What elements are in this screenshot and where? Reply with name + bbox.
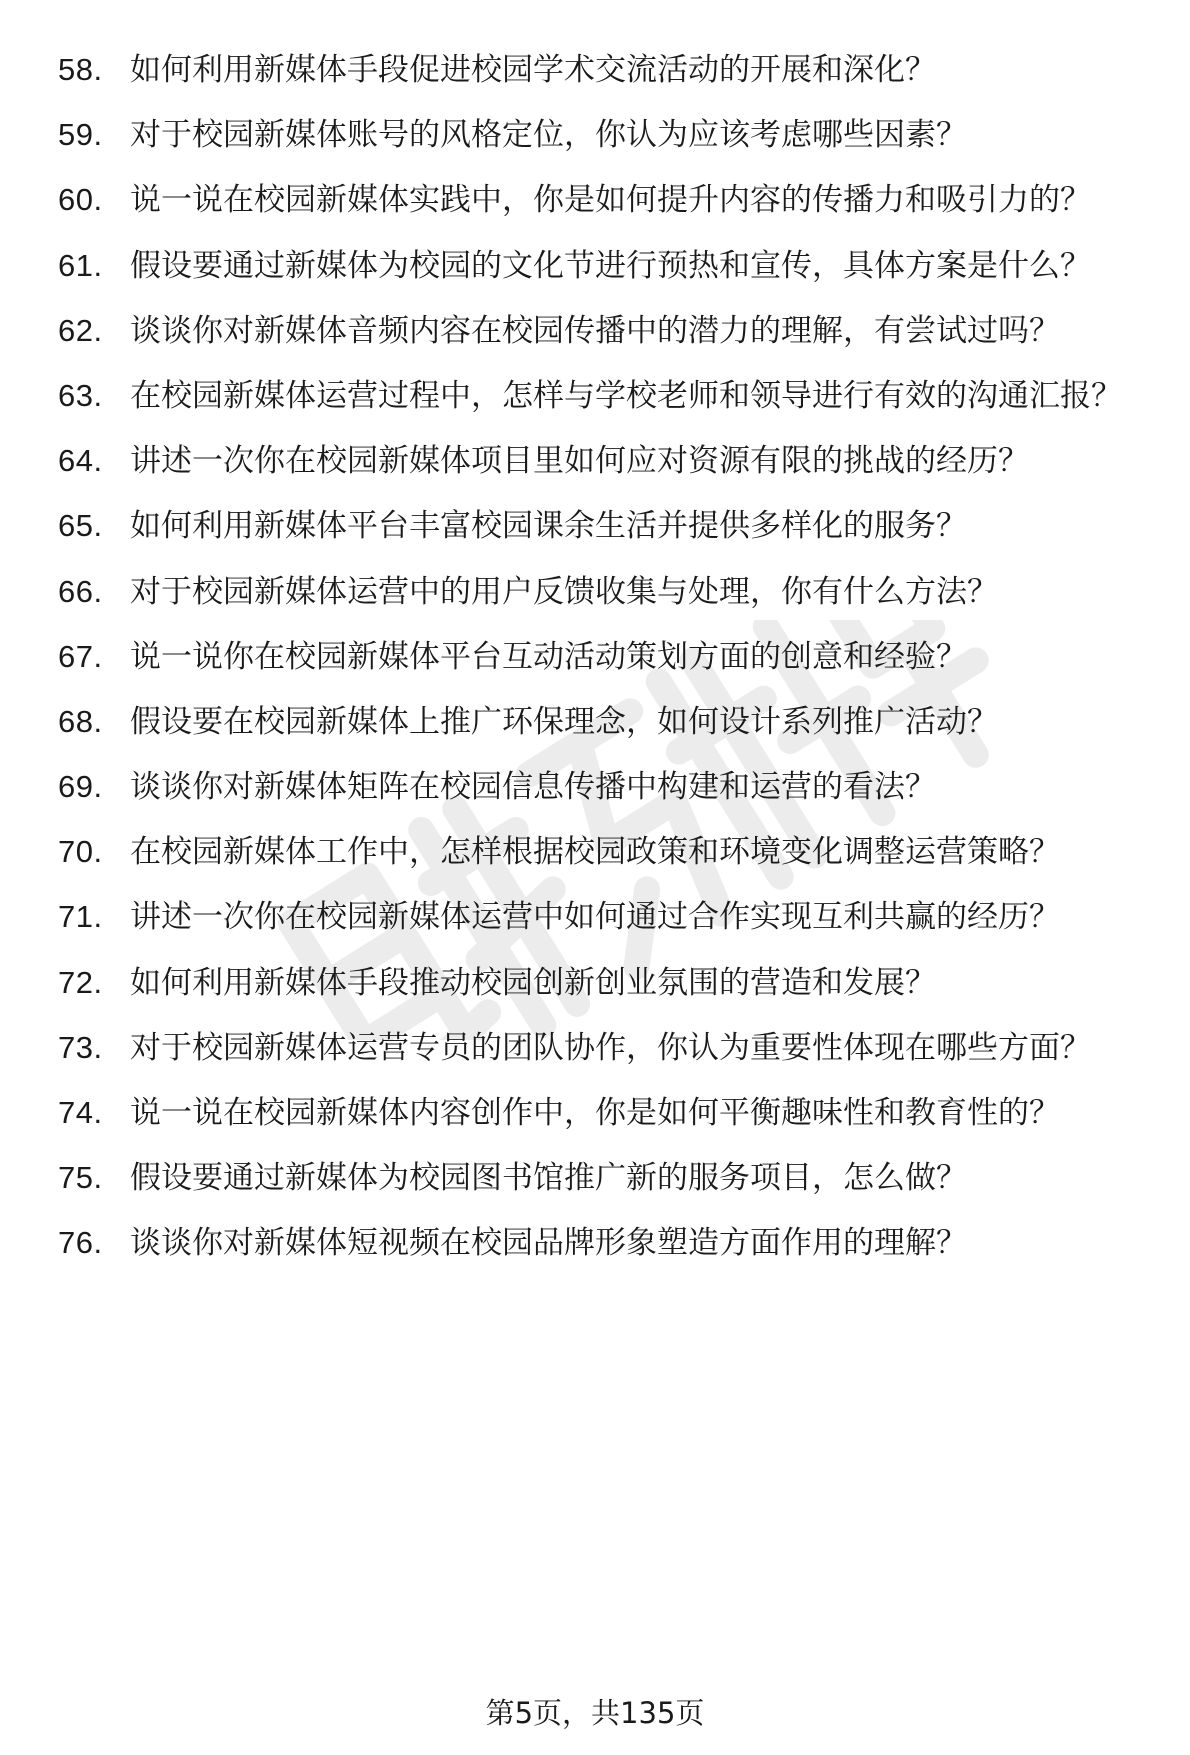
list-item — [0, 1156, 1190, 1200]
list-item — [0, 570, 1190, 614]
list-item — [0, 244, 1190, 288]
question-text: 谈谈你对新媒体短视频在校园品牌形象塑造方面作用的理解？ — [130, 1225, 967, 1262]
question-number: 62. — [58, 312, 103, 348]
question-number: 67. — [58, 638, 103, 674]
question-number: 61. — [58, 247, 103, 283]
question-text: 说一说在校园新媒体内容创作中，你是如何平衡趣味性和教育性的？ — [130, 1095, 1060, 1131]
question-text: 假设要通过新媒体为校园图书馆推广新的服务项目，怎么做？ — [130, 1160, 967, 1197]
list-item — [0, 1221, 1190, 1265]
list-item — [0, 504, 1190, 548]
question-number: 65. — [58, 508, 103, 544]
list-item — [0, 374, 1190, 418]
list-item — [0, 48, 1190, 92]
question-text: 假设要在校园新媒体上推广环保理念，如何设计系列推广活动？ — [130, 703, 998, 740]
question-text: 如何利用新媒体手段促进校园学术交流活动的开展和深化？ — [130, 52, 936, 88]
question-number: 68. — [58, 703, 103, 739]
list-item — [0, 961, 1190, 1005]
question-number: 71. — [58, 899, 103, 935]
question-number: 66. — [58, 573, 103, 609]
list-item — [0, 895, 1190, 939]
question-number: 76. — [58, 1225, 103, 1261]
list-item — [0, 439, 1190, 483]
question-text: 谈谈你对新媒体矩阵在校园信息传播中构建和运营的看法？ — [130, 769, 936, 806]
question-number: 64. — [58, 443, 103, 479]
question-text: 说一说你在校园新媒体平台互动活动策划方面的创意和经验？ — [130, 638, 967, 675]
question-text: 在校园新媒体运营过程中，怎样与学校老师和领导进行有效的沟通汇报？ — [130, 377, 1122, 414]
question-text: 谈谈你对新媒体音频内容在校园传播中的潜力的理解，有尝试过吗？ — [130, 312, 1060, 349]
list-item — [0, 635, 1190, 679]
list-item — [0, 700, 1190, 744]
list-item — [0, 765, 1190, 809]
page-footer: 第5页，共135页 — [485, 1696, 705, 1730]
question-number: 72. — [58, 964, 103, 1000]
list-item — [0, 1026, 1190, 1070]
question-text: 讲述一次你在校园新媒体项目里如何应对资源有限的挑战的经历？ — [130, 443, 1029, 480]
question-number: 58. — [58, 52, 103, 87]
question-text: 对于校园新媒体运营中的用户反馈收集与处理，你有什么方法？ — [130, 573, 998, 610]
list-item — [0, 830, 1190, 874]
question-text: 对于校园新媒体运营专员的团队协作，你认为重要性体现在哪些方面？ — [130, 1029, 1091, 1066]
question-number: 75. — [58, 1160, 103, 1196]
question-number: 60. — [58, 182, 103, 218]
list-item — [0, 1091, 1190, 1135]
question-text: 说一说在校园新媒体实践中，你是如何提升内容的传播力和吸引力的？ — [130, 182, 1091, 219]
question-number: 69. — [58, 769, 103, 805]
question-text: 在校园新媒体工作中，怎样根据校园政策和环境变化调整运营策略？ — [130, 834, 1060, 871]
question-number: 73. — [58, 1029, 103, 1065]
question-number: 74. — [58, 1095, 103, 1130]
question-text: 对于校园新媒体账号的风格定位，你认为应该考虑哪些因素？ — [130, 117, 967, 154]
question-text: 假设要通过新媒体为校园的文化节进行预热和宣传，具体方案是什么？ — [130, 247, 1091, 284]
question-text: 如何利用新媒体手段推动校园创新创业氛围的营造和发展？ — [130, 964, 936, 1001]
question-number: 70. — [58, 834, 103, 870]
question-list — [0, 48, 1190, 1287]
question-number: 59. — [58, 117, 103, 153]
question-number: 63. — [58, 377, 103, 413]
list-item — [0, 309, 1190, 353]
list-item — [0, 113, 1190, 157]
question-text: 如何利用新媒体平台丰富校园课余生活并提供多样化的服务？ — [130, 508, 967, 545]
list-item — [0, 178, 1190, 222]
question-text: 讲述一次你在校园新媒体运营中如何通过合作实现互利共赢的经历？ — [130, 899, 1060, 936]
